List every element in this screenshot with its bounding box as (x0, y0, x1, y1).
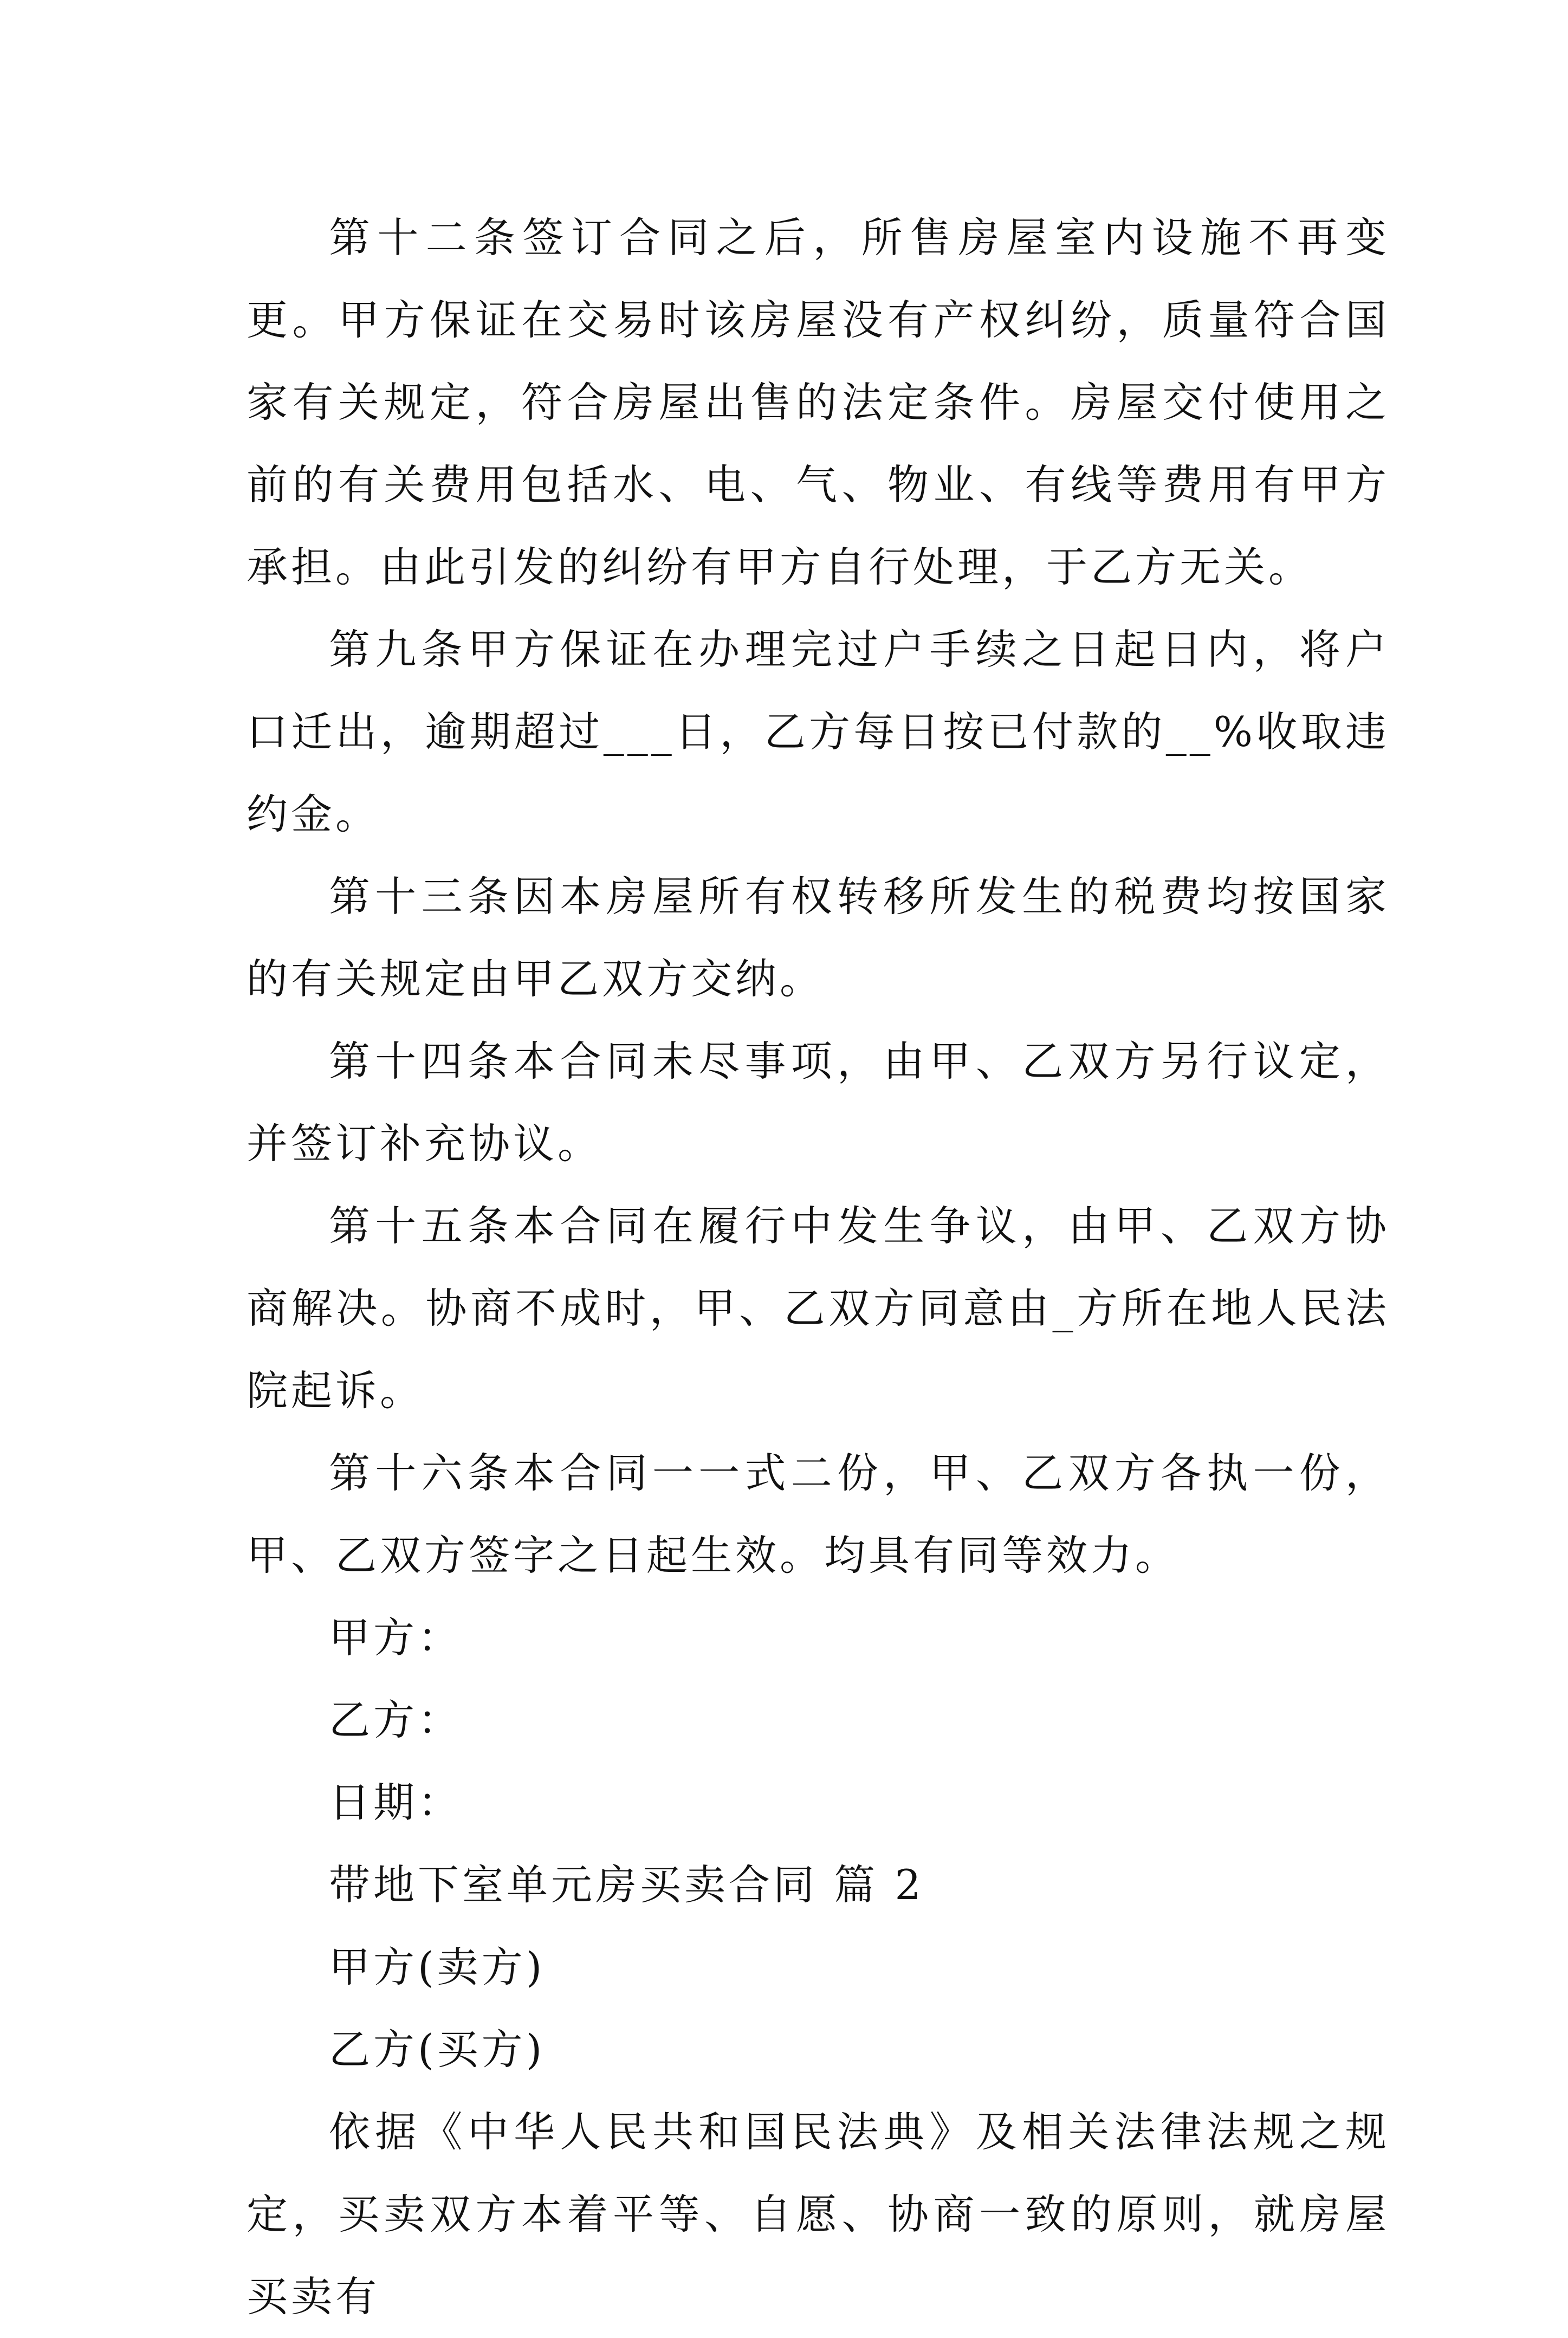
clause-12: 第十二条签订合同之后，所售房屋室内设施不再变更。甲方保证在交易时该房屋没有产权纠纷，质量符合国家有关规定，符合房屋出售的法定条件。房屋交付使用之前的有关费用包括水、电、气、物业、有线等费用有甲方承担。由此引发的纠纷有甲方自行处理，于乙方无关。 (247, 213, 1390, 591)
clause-14: 第十四条本合同未尽事项，由甲、乙双方另行议定，并签订补充协议。 (247, 1037, 1390, 1168)
section-title: 带地下室单元房买卖合同 篇 2 (329, 1861, 924, 1909)
buyer-label: 乙方(买方) (329, 2025, 546, 2074)
clause-16: 第十六条本合同一一式二份，甲、乙双方各执一份，甲、乙双方签字之日起生效。均具有同等效力。 (247, 1449, 1390, 1579)
clause-15: 第十五条本合同在履行中发生争议，由甲、乙双方协商解决。协商不成时，甲、乙双方同意由_方所在地人民法院起诉。 (247, 1202, 1390, 1415)
clause-13: 第十三条因本房屋所有权转移所发生的税费均按国家的有关规定由甲乙双方交纳。 (247, 872, 1390, 1003)
preamble-paragraph: 依据《中华人民共和国民法典》及相关法律法规之规定，买卖双方本着平等、自愿、协商一致的原则，就房屋买卖有 (247, 2108, 1390, 2321)
document-body (247, 197, 1390, 2338)
signature-date: 日期： (329, 1778, 462, 1827)
seller-label: 甲方(卖方) (329, 1943, 546, 1991)
signature-party-b: 乙方： (329, 1696, 462, 1744)
signature-party-a: 甲方： (329, 1614, 462, 1662)
clause-9: 第九条甲方保证在办理完过户手续之日起日内，将户口迁出，逾期超过___日，乙方每日按已付款的__%收取违约金。 (247, 625, 1390, 838)
